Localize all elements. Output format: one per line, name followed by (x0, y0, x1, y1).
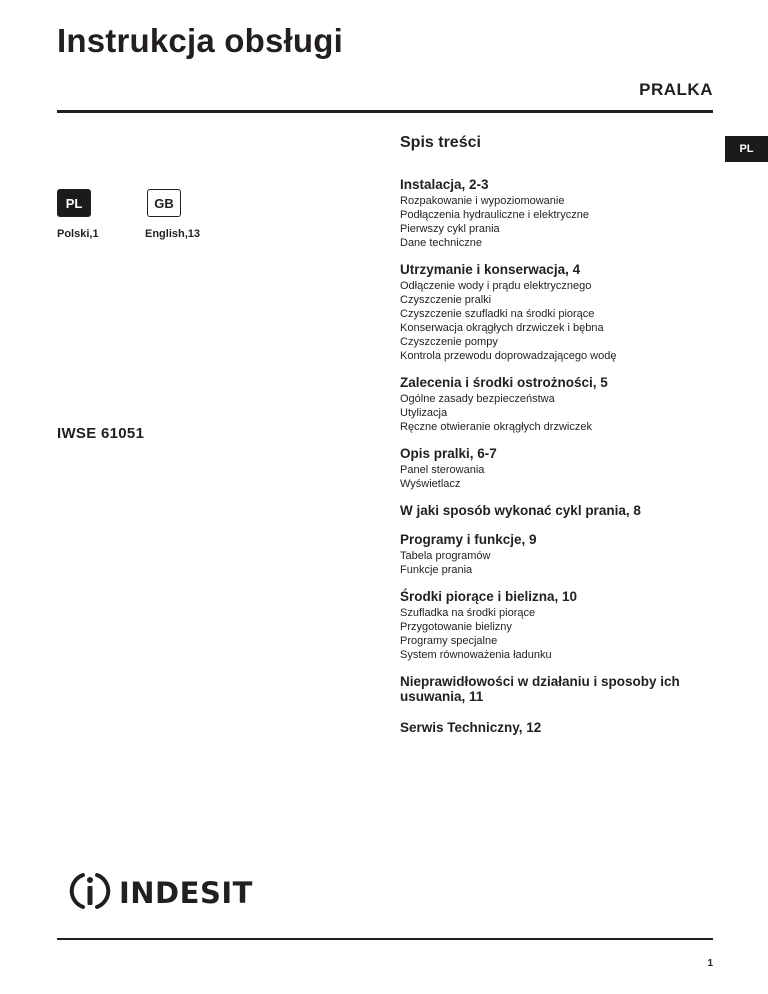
toc-section-title[interactable]: Nieprawidłowości w działaniu i sposoby ich usuwania, 11 (400, 674, 680, 704)
toc-section-title[interactable]: Utrzymanie i konserwacja, 4 (400, 262, 581, 277)
language-badge-pl[interactable]: PL (57, 189, 91, 217)
toc-section-troubleshooting (400, 674, 700, 704)
model-number: IWSE 61051 (57, 425, 145, 442)
language-badge-gb[interactable]: GB (147, 189, 181, 217)
toc-item[interactable]: Ręczne otwieranie okrągłych drzwiczek (400, 421, 592, 433)
toc-item[interactable]: Kontrola przewodu doprowadzającego wodę (400, 350, 617, 362)
toc-section-detergents (400, 589, 720, 662)
toc-section-installation (400, 177, 720, 250)
toc-section-description (400, 446, 720, 491)
toc-item[interactable]: Czyszczenie pralki (400, 294, 492, 306)
bottom-divider (57, 938, 713, 940)
toc-item[interactable]: Szufladka na środki piorące (400, 607, 536, 619)
toc-item[interactable]: Czyszczenie szufladki na środki piorące (400, 308, 595, 320)
product-type: PRALKA (639, 80, 713, 99)
toc-section-title[interactable]: Instalacja, 2-3 (400, 177, 489, 192)
toc-item[interactable]: Czyszczenie pompy (400, 336, 498, 348)
toc-section-title[interactable]: W jaki sposób wykonać cykl prania, 8 (400, 503, 641, 518)
toc-section-title[interactable]: Serwis Techniczny, 12 (400, 720, 542, 735)
top-divider (57, 110, 713, 113)
page-number: 1 (707, 958, 713, 969)
language-label-gb: English,13 (145, 228, 201, 240)
toc-item[interactable]: Dane techniczne (400, 237, 482, 249)
toc-section-title[interactable]: Opis pralki, 6-7 (400, 446, 497, 461)
toc-item[interactable]: Funkcje prania (400, 564, 473, 576)
toc-item[interactable]: Podłączenia hydrauliczne i elektryczne (400, 209, 589, 221)
page-title: Instrukcja obsługi (57, 22, 343, 59)
toc-item[interactable]: Utylizacja (400, 407, 448, 419)
toc-section-title[interactable]: Programy i funkcje, 9 (400, 532, 537, 547)
toc-section-service (400, 720, 720, 735)
toc-item[interactable]: Pierwszy cykl prania (400, 223, 500, 235)
toc-item[interactable]: Konserwacja okrągłych drzwiczek i bębna (400, 322, 604, 334)
toc-item[interactable]: Panel sterowania (400, 464, 485, 476)
toc-item[interactable]: Ogólne zasady bezpieczeństwa (400, 393, 555, 405)
toc-item[interactable]: Przygotowanie bielizny (400, 621, 512, 633)
toc-item[interactable]: Wyświetlacz (400, 478, 461, 490)
toc-section-title[interactable]: Zalecenia i środki ostrożności, 5 (400, 375, 608, 390)
toc-item[interactable]: Rozpakowanie i wypoziomowanie (400, 195, 565, 207)
toc-section-title[interactable]: Środki piorące i bielizna, 10 (400, 589, 578, 604)
table-of-contents (400, 177, 720, 737)
brand-logo (67, 870, 253, 916)
toc-item[interactable]: System równoważenia ładunku (400, 649, 552, 661)
toc-heading: Spis treści (400, 134, 481, 151)
toc-item[interactable]: Tabela programów (400, 550, 491, 562)
toc-section-wash-cycle (400, 503, 720, 518)
toc-section-precautions (400, 375, 720, 434)
toc-section-maintenance (400, 262, 720, 363)
toc-section-programmes (400, 532, 720, 577)
toc-item[interactable]: Odłączenie wody i prądu elektrycznego (400, 280, 592, 292)
brand-name: INDESIT (119, 876, 253, 910)
language-side-tab: PL (725, 136, 768, 162)
language-label-pl: Polski,1 (57, 228, 99, 240)
toc-item[interactable]: Programy specjalne (400, 635, 498, 647)
indesit-logo-icon (67, 868, 113, 919)
